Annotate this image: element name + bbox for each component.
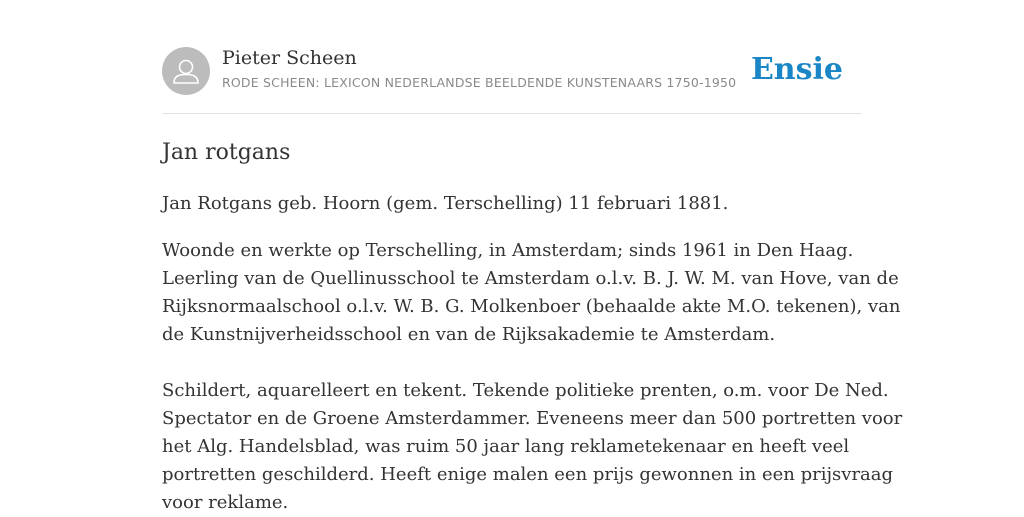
article-title: Jan rotgans (162, 140, 291, 165)
author-name[interactable]: Pieter Scheen (222, 47, 357, 69)
article-body (162, 190, 903, 517)
user-icon (162, 47, 210, 95)
ensie-logo[interactable]: Ensie (750, 52, 843, 87)
paragraph-1-line: Rijksnormaalschool o.l.v. W. B. G. Molkenboer (behaalde akte M.O. tekenen), van (162, 296, 901, 317)
source-title[interactable]: RODE SCHEEN: LEXICON NEDERLANDSE BEELDENDE KUNSTENAARS 1750-1950 (222, 75, 737, 90)
header-divider (162, 113, 862, 114)
paragraph-2-line: portretten geschilderd. Heeft enige malen een prijs gewonnen in een prijsvraag (162, 464, 894, 485)
author-avatar[interactable] (162, 47, 210, 95)
paragraph-2-line: voor reklame. (162, 492, 289, 513)
paragraph-1-line: Woonde en werkte op Terschelling, in Amsterdam; sinds 1961 in Den Haag. (162, 240, 854, 261)
paragraph-2-line: Schildert, aquarelleert en tekent. Tekende politieke prenten, o.m. voor De Ned. (162, 380, 889, 401)
paragraph-2-line: het Alg. Handelsblad, was ruim 50 jaar lang reklametekenaar en heeft veel (162, 436, 850, 457)
paragraph-1-line: Leerling van de Quellinusschool te Amsterdam o.l.v. B. J. W. M. van Hove, van de (162, 268, 899, 289)
paragraph-2-line: Spectator en de Groene Amsterdammer. Eveneens meer dan 500 portretten voor (162, 408, 903, 429)
article-header (162, 46, 862, 112)
paragraph-1-line: de Kunstnijverheidsschool en van de Rijksakademie te Amsterdam. (162, 324, 776, 345)
article-intro: Jan Rotgans geb. Hoorn (gem. Terschelling) 11 februari 1881. (162, 193, 729, 214)
